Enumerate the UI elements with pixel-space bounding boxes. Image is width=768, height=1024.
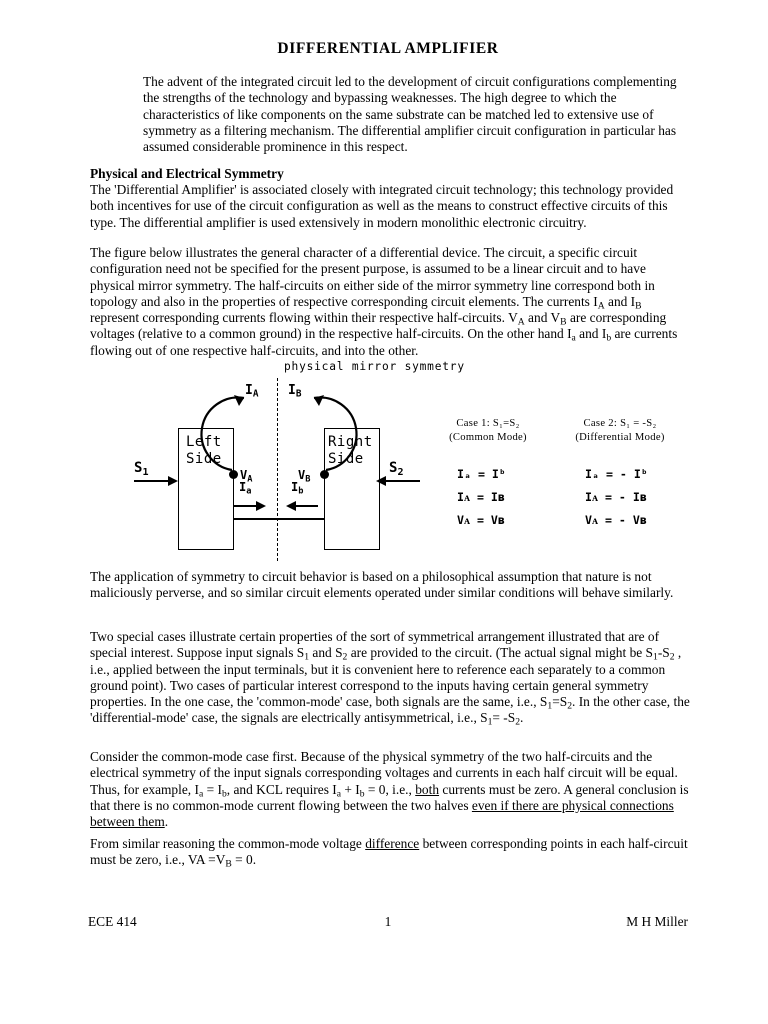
text-segment: are provided to the circuit. (The actual signal might be S — [347, 645, 654, 661]
label-text: I — [291, 480, 299, 494]
case1-equation-3: Vᴀ = Vʙ — [457, 513, 505, 527]
case1-mode: (Common Mode) — [449, 432, 527, 443]
right-box-line1: Right — [328, 434, 373, 450]
subscript-1: 1 — [653, 651, 658, 663]
subscript-a: a — [198, 788, 204, 800]
text-segment: = 0. — [231, 852, 257, 868]
label-text: I — [239, 480, 247, 494]
current-ib-arrow — [284, 498, 324, 514]
text-segment: and I — [604, 293, 636, 309]
subscript-A: A — [247, 474, 253, 485]
label-current-Ia — [239, 480, 252, 497]
current-loop-ia-arrow — [196, 382, 276, 472]
bottom-connection-wire — [234, 518, 324, 520]
text-segment: are currents flowing out of one respective half-circuits, and into the other. — [90, 326, 678, 358]
case1-equation-2: Iᴀ = Iʙ — [457, 490, 505, 504]
left-box-line2: Side — [186, 451, 222, 467]
text-segment: . In the other case, the 'differential-mode' case, the signals are electrically antisymmetrical, i.e., S — [90, 694, 690, 726]
text-segment: are corresponding voltages (relative to a common ground) in the respective half-circuits. On the other hand I — [90, 310, 667, 342]
label-text: I — [288, 383, 296, 398]
case2-equation-3: Vᴀ = - Vʙ — [585, 513, 647, 527]
subscript-2: 2 — [342, 651, 348, 663]
subscript-1: 1 — [547, 700, 553, 712]
subscript-1: 1 — [304, 651, 310, 663]
text-segment: . — [164, 814, 169, 830]
text-segment: and S — [309, 645, 343, 661]
paragraph-common-mode — [90, 749, 692, 830]
paragraph-voltage-difference — [90, 836, 692, 869]
paragraph-symmetry-body: The 'Differential Amplifier' is associated closely with integrated circuit technology; this technology provided both incentives for use of the circuit configuration as well as the means to construct effective circuits of this type. The differential amplifier is used extensively in modern monolithic electronic circuitry. — [90, 182, 674, 230]
case2-equation-1: Iₐ = - Iᵇ — [585, 467, 648, 481]
label-current-Ib — [291, 480, 304, 497]
section-heading-symmetry: Physical and Electrical Symmetry — [90, 166, 284, 181]
label-current-IB — [288, 383, 301, 398]
subscript-2: 2 — [397, 466, 404, 478]
text-segment: From similar reasoning the common-mode voltage — [90, 836, 366, 851]
label-text: I — [245, 383, 253, 398]
subscript-b: b — [359, 788, 365, 800]
subscript-2: 2 — [669, 651, 675, 663]
text-segment: . — [520, 710, 524, 726]
text-segment: = I — [203, 781, 222, 797]
case2-title: Case 2: S₁ = -S₂ — [583, 418, 657, 429]
subscript-B: B — [560, 316, 567, 328]
page-title: DIFFERENTIAL AMPLIFIER — [277, 40, 499, 57]
signal-s1-arrow — [134, 472, 182, 490]
paragraph-figure-intro — [90, 245, 692, 359]
text-segment: , and KCL requires I — [226, 781, 337, 797]
underlined-difference: difference — [365, 836, 420, 851]
underlined-both: both — [415, 781, 440, 797]
subscript-b: b — [221, 788, 227, 800]
text-segment: currents must be zero. A general conclusion is that there is no common-mode current flowing between the two halves — [90, 781, 689, 813]
subscript-1: 1 — [487, 717, 493, 729]
text-segment: Two special cases illustrate certain properties of the sort of symmetrical arrangement illustrated that are of special interest. Suppose input signals S — [90, 629, 660, 661]
subscript-A: A — [597, 300, 605, 312]
label-text: S — [134, 460, 143, 476]
case1-equation-1: Iₐ = Iᵇ — [457, 467, 506, 481]
text-segment: -S — [657, 645, 670, 661]
text-segment: , i.e., applied between the input terminals, but it is convenient here to reference each separately to a common ground point). Two cases of particular interest correspond to the inputs having certain general symmetry properties. In the one case, the 'common-mode' case, both signals are the same, i.e., S — [90, 645, 682, 710]
subscript-2: 2 — [515, 717, 521, 729]
subscript-a: a — [336, 788, 341, 800]
subscript-B: B — [225, 858, 232, 870]
label-text: V — [298, 468, 306, 482]
label-text: S — [389, 460, 398, 476]
right-box-line2: Side — [328, 451, 364, 467]
signal-s2-arrow — [376, 472, 424, 490]
text-segment: =S — [552, 694, 568, 710]
text-segment: = -S — [492, 710, 516, 726]
subscript-A: A — [517, 316, 525, 328]
paragraph-special-cases — [90, 629, 692, 727]
label-current-IA — [245, 383, 258, 398]
figure-caption: physical mirror symmetry — [284, 360, 465, 373]
text-segment: = 0, i.e., — [364, 781, 416, 797]
case2-mode: (Differential Mode) — [575, 432, 665, 443]
subscript-a: a — [246, 486, 252, 497]
text-segment: Consider the common-mode case first. Because of the physical symmetry of the two half-circuits and the electrical symmetry of the input signals corresponding voltages and currents in each half circuit will be equal. Thus, for example, I — [90, 749, 678, 797]
underlined-physical-connections: even if there are physical connections between them — [90, 797, 674, 830]
text-segment: and V — [524, 310, 561, 326]
subscript-B: B — [305, 474, 311, 485]
subscript-a: a — [571, 333, 576, 345]
subscript-B: B — [635, 300, 642, 312]
text-segment: The figure below illustrates the general character of a differential device. The circuit, a specific circuit configuration need not be specified for the present purpose, is assumed to be a linear circuit and to have physical mirror symmetry. The half-circuits on either side of the mirror symmetry line correspond both in topology and also in the properties of respective corresponding circuit elements. The currents I — [90, 245, 655, 309]
footer-page-number: 1 — [384, 914, 392, 929]
subscript-b: b — [606, 333, 612, 345]
subscript-1: 1 — [142, 466, 149, 478]
subscript-B: B — [295, 388, 302, 400]
subscript-b: b — [298, 486, 304, 497]
mirror-symmetry-line — [277, 378, 278, 561]
text-segment: between corresponding points in each half-circuit must be zero, i.e., VA =V — [90, 836, 688, 868]
current-ia-arrow — [234, 498, 274, 514]
text-segment: and I — [575, 326, 607, 342]
subscript-A: A — [252, 388, 259, 400]
case1-title: Case 1: S₁=S₂ — [456, 418, 520, 429]
left-box-line1: Left — [186, 434, 222, 450]
node-va — [229, 470, 238, 479]
case2-equation-2: Iᴀ = - Iʙ — [585, 490, 647, 504]
figure-differential-device — [88, 360, 688, 560]
paragraph-intro: The advent of the integrated circuit led to the development of circuit configurations complementing the strengths of the technology and bypassing weaknesses. The high degree to which the characteristics of like components on the same substrate can be matched led to extensive use of symmetry as a filtering mechanism. The differential amplifier circuit configuration in particular has assumed considerable prominence in this respect. — [143, 74, 677, 155]
text-segment: represent corresponding currents flowing within their respective half-circuits. V — [90, 310, 518, 326]
text-segment: + I — [341, 781, 360, 797]
footer-author: M H Miller — [626, 914, 688, 929]
label-text: V — [240, 468, 248, 482]
paragraph-philosophy: The application of symmetry to circuit behavior is based on a philosophical assumption that nature is not maliciously perverse, and so similar circuit elements operated under similar conditions will behave similarly. — [90, 569, 674, 601]
node-vb — [320, 470, 329, 479]
footer-course: ECE 414 — [88, 914, 137, 929]
subscript-2: 2 — [567, 700, 572, 712]
